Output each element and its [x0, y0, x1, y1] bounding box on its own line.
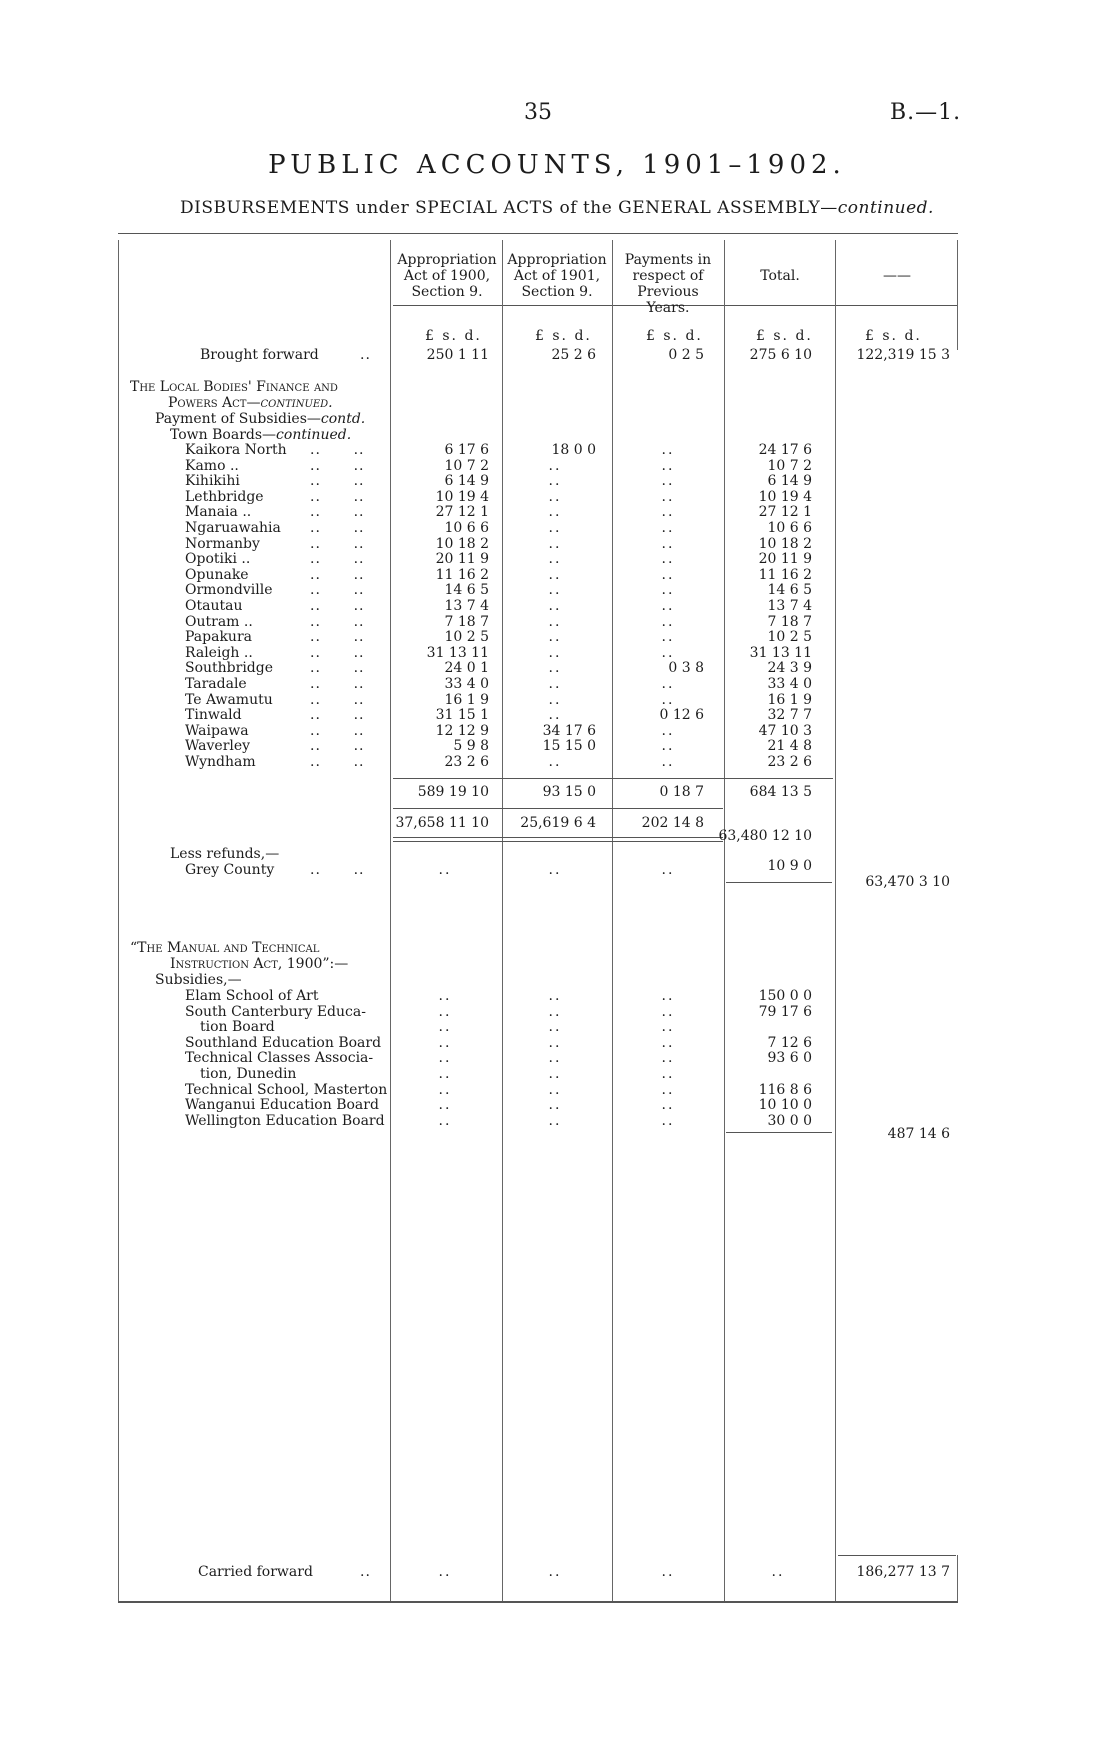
town-board-c1: 27 12 1	[435, 504, 489, 521]
town-board-c4: 47 10 3	[758, 722, 812, 739]
town-board-c3: ..	[661, 488, 675, 505]
grand-subtotal-c2: 25,619 6 4	[520, 815, 596, 831]
town-board-c4: 21 4 8	[767, 738, 812, 755]
town-board-c3: ..	[661, 442, 675, 458]
town-board-name: Waverley	[185, 738, 251, 755]
col-header-approp-1900: Appropriation Act of 1900, Section 9.	[397, 252, 497, 300]
lsd-header-1: £ s. d.	[425, 328, 482, 344]
town-board-name: Ormondville	[185, 582, 273, 599]
town-board-c4: 10 18 2	[758, 535, 812, 552]
town-board-name: Outram ..	[185, 613, 253, 630]
town-board-name: Te Awamutu	[185, 691, 273, 708]
leader-dots: .. ..	[310, 722, 365, 739]
town-board-c3: ..	[661, 535, 675, 552]
town-board-c2: ..	[548, 754, 562, 770]
subsidy-c3: ..	[661, 1034, 675, 1051]
town-board-c2: 34 17 6	[542, 722, 596, 739]
col-divider-3	[612, 240, 613, 1601]
subsidy-name: Technical School, Masterton	[185, 1081, 388, 1098]
town-board-c2: ..	[548, 613, 562, 630]
leader-dots: .. ..	[310, 520, 365, 536]
section2-heading-a-text: “The Manual and Technical	[130, 940, 320, 956]
refunds-c5: 63,470 3 10	[865, 874, 950, 890]
town-board-c3: ..	[661, 613, 675, 630]
subsidy-c2: ..	[548, 1019, 562, 1036]
refunds-c4: 10 9 0	[767, 858, 812, 874]
town-board-c4: 10 7 2	[767, 457, 812, 474]
town-board-c1: 16 1 9	[444, 691, 489, 708]
subsidy-c4: 116 8 6	[758, 1081, 812, 1098]
subsidy-c2: ..	[548, 1081, 562, 1098]
subsidy-c1: ..	[438, 1081, 452, 1098]
brought-forward-c5: 122,319 15 3	[856, 347, 950, 363]
town-board-c1: 20 11 9	[435, 551, 489, 568]
subsidy-c3: ..	[661, 988, 675, 1004]
double-rule-top	[393, 837, 723, 838]
town-board-c4: 24 3 9	[767, 660, 812, 677]
subsidy-name: Elam School of Art	[185, 988, 319, 1004]
town-board-c3: 0 3 8	[668, 660, 704, 677]
leader-dots: .. ..	[310, 676, 365, 692]
section1-sub2-italic: continued.	[276, 427, 352, 443]
leader-dots: .. ..	[310, 754, 365, 770]
table-top-rule	[118, 233, 958, 234]
leader-dots: .. ..	[310, 457, 365, 474]
subtotal-c2: 93 15 0	[542, 784, 596, 800]
subsidy-c1: ..	[438, 988, 452, 1004]
town-board-c4: 13 7 4	[767, 598, 812, 614]
town-board-name: Kihikihi	[185, 473, 240, 490]
refunds-c3: ..	[661, 862, 675, 878]
subtotal-c1: 589 19 10	[417, 784, 489, 800]
lsd-header-2: £ s. d.	[535, 328, 592, 344]
town-board-name: Opotiki ..	[185, 551, 251, 568]
town-board-c3: ..	[661, 582, 675, 599]
town-board-c2: ..	[548, 660, 562, 677]
town-board-c4: 27 12 1	[758, 504, 812, 521]
town-board-c3: ..	[661, 520, 675, 536]
town-board-c4: 10 19 4	[758, 488, 812, 505]
subsidy-c2: ..	[548, 1112, 562, 1129]
town-board-c3: ..	[661, 754, 675, 770]
grand-subtotal-rule	[393, 808, 723, 809]
town-board-c4: 10 6 6	[767, 520, 812, 536]
leader-dots: .. ..	[310, 629, 365, 646]
subsidy-c3: ..	[661, 1050, 675, 1067]
town-board-c3: ..	[661, 598, 675, 614]
town-board-c4: 6 14 9	[767, 473, 812, 490]
subsidy-c4: 7 12 6	[767, 1034, 812, 1051]
leader-dots: .. ..	[310, 504, 365, 521]
page-subtitle	[0, 198, 1114, 218]
town-board-c2: ..	[548, 504, 562, 521]
town-board-c2: ..	[548, 691, 562, 708]
town-board-c4: 7 18 7	[767, 613, 812, 630]
town-board-c1: 6 14 9	[444, 473, 489, 490]
table-left-border	[118, 240, 119, 1601]
subsidy-c1: ..	[438, 1097, 452, 1114]
section1-sub1-italic: contd.	[320, 411, 366, 427]
town-board-name: Kamo ..	[185, 457, 239, 474]
brought-forward-c3: 0 2 5	[668, 347, 704, 363]
town-board-c2: 15 15 0	[542, 738, 596, 755]
town-board-c3: ..	[661, 566, 675, 583]
leader-dots: .. ..	[310, 535, 365, 552]
town-board-c2: ..	[548, 535, 562, 552]
town-board-c1: 10 7 2	[444, 457, 489, 474]
town-board-c1: 10 2 5	[444, 629, 489, 646]
leader-dots: ..	[360, 347, 371, 363]
lsd-header-4: £ s. d.	[756, 328, 813, 344]
subsidy-name: tion Board	[200, 1019, 275, 1036]
subsidy-name: Southland Education Board	[185, 1034, 382, 1051]
brought-forward-c2: 25 2 6	[551, 347, 596, 363]
carried-forward-c1: ..	[438, 1564, 452, 1580]
leader-dots: .. ..	[310, 566, 365, 583]
town-board-c1: 10 18 2	[435, 535, 489, 552]
subsidy-c2: ..	[548, 1097, 562, 1114]
town-board-c1: 10 6 6	[444, 520, 489, 536]
refunds-c2: ..	[548, 862, 562, 878]
table-bottom-rule	[118, 1601, 958, 1603]
subsidy-c2: ..	[548, 1003, 562, 1020]
town-board-c1: 6 17 6	[444, 442, 489, 458]
subsidy-c3: ..	[661, 1003, 675, 1020]
town-board-c2: ..	[548, 676, 562, 692]
refunds-label: Less refunds,—	[170, 846, 280, 862]
subsidy-c3: ..	[661, 1081, 675, 1098]
subsidy-name: tion, Dunedin	[200, 1066, 297, 1082]
subsidy-c2: ..	[548, 988, 562, 1004]
refunds-rule	[726, 882, 832, 883]
leader-dots: .. ..	[310, 862, 365, 878]
col-divider-5	[835, 240, 836, 1601]
town-board-c4: 32 7 7	[767, 707, 812, 724]
town-board-name: Tinwald	[185, 707, 242, 724]
subsidy-c4: 10 10 0	[758, 1097, 812, 1114]
town-board-c4: 20 11 9	[758, 551, 812, 568]
subsidy-c1: ..	[438, 1034, 452, 1051]
table-right-border	[957, 240, 958, 350]
brought-forward-c4: 275 6 10	[749, 347, 812, 363]
subsidy-c1: ..	[438, 1112, 452, 1129]
col-header-total: Total.	[760, 268, 800, 284]
section2-heading-b-text: Instruction Act, 1900”:—	[170, 956, 349, 972]
grand-subtotal-c3: 202 14 8	[641, 815, 704, 831]
carried-forward-right-border	[957, 1555, 958, 1601]
town-board-c1: 12 12 9	[435, 722, 489, 739]
subsidy-c4: 93 6 0	[767, 1050, 812, 1067]
town-board-c2: ..	[548, 488, 562, 505]
leader-dots: .. ..	[310, 488, 365, 505]
subsidy-c1: ..	[438, 1003, 452, 1020]
town-board-name: Opunake	[185, 566, 249, 583]
leader-dots: .. ..	[310, 691, 365, 708]
subsidy-name: Wellington Education Board	[185, 1112, 385, 1129]
town-board-name: Raleigh ..	[185, 644, 253, 661]
town-board-c3: ..	[661, 551, 675, 568]
town-board-c1: 10 19 4	[435, 488, 489, 505]
page-title: PUBLIC ACCOUNTS, 1901–1902.	[268, 150, 846, 180]
town-board-c2: ..	[548, 582, 562, 599]
leader-dots: .. ..	[310, 598, 365, 614]
brought-forward-c1: 250 1 11	[426, 347, 489, 363]
town-board-c2: ..	[548, 566, 562, 583]
carried-forward-c5: 186,277 13 7	[856, 1564, 950, 1580]
town-board-c4: 14 6 5	[767, 582, 812, 599]
town-board-c2: ..	[548, 457, 562, 474]
leader-dots: ..	[360, 1564, 371, 1580]
town-board-name: Southbridge	[185, 660, 274, 677]
double-rule-bottom	[393, 841, 723, 842]
subsidy-c4: 30 0 0	[767, 1112, 812, 1129]
subtotal-c4: 684 13 5	[749, 784, 812, 800]
town-board-c1: 11 16 2	[435, 566, 489, 583]
town-board-name: Kaikora North	[185, 442, 287, 458]
subtotal-c3: 0 18 7	[659, 784, 704, 800]
leader-dots: .. ..	[310, 660, 365, 677]
subsidy-c2: ..	[548, 1050, 562, 1067]
col-header-previous-years: Payments in respect of Previous Years.	[624, 252, 712, 316]
leader-dots: .. ..	[310, 707, 365, 724]
carried-forward-rule	[838, 1555, 956, 1556]
lsd-header-5: £ s. d.	[865, 328, 922, 344]
town-board-c1: 31 13 11	[426, 644, 489, 661]
town-board-name: Papakura	[185, 629, 252, 646]
town-board-c3: ..	[661, 473, 675, 490]
section1-sub2-main: Town Boards—	[170, 427, 277, 443]
subsidy-c1: ..	[438, 1019, 452, 1036]
town-board-c2: ..	[548, 707, 562, 724]
town-board-c2: ..	[548, 473, 562, 490]
subsidies-rule	[726, 1132, 832, 1133]
town-board-c4: 23 2 6	[767, 754, 812, 770]
section1-heading-b-italic: continued.	[260, 395, 333, 411]
town-board-c4: 11 16 2	[758, 566, 812, 583]
town-board-c4: 31 13 11	[749, 644, 812, 661]
town-board-name: Normanby	[185, 535, 260, 552]
town-board-c1: 33 4 0	[444, 676, 489, 692]
town-board-name: Waipawa	[185, 722, 249, 739]
town-board-c1: 31 15 1	[435, 707, 489, 724]
leader-dots: .. ..	[310, 442, 365, 458]
subsidy-name: South Canterbury Educa-	[185, 1003, 366, 1020]
section1-heading-b-text	[168, 395, 333, 411]
carried-forward-c2: ..	[548, 1564, 562, 1580]
town-board-name: Taradale	[185, 676, 247, 692]
subsidy-c3: ..	[661, 1019, 675, 1036]
town-board-c1: 23 2 6	[444, 754, 489, 770]
town-board-c1: 7 18 7	[444, 613, 489, 630]
subsidies-total: 487 14 6	[887, 1126, 950, 1142]
town-board-name: Manaia ..	[185, 504, 252, 521]
town-board-c4: 33 4 0	[767, 676, 812, 692]
town-board-c3: ..	[661, 676, 675, 692]
refunds-c1: ..	[438, 862, 452, 878]
leader-dots: .. ..	[310, 551, 365, 568]
leader-dots: .. ..	[310, 582, 365, 599]
town-board-c4: 24 17 6	[758, 442, 812, 458]
subsidy-c1: ..	[438, 1066, 452, 1082]
section2-sub-text: Subsidies,—	[155, 972, 242, 988]
section1-sub2-text	[170, 427, 351, 443]
subsidy-c4: 79 17 6	[758, 1003, 812, 1020]
town-board-c3: ..	[661, 504, 675, 521]
town-board-c3: ..	[661, 738, 675, 755]
town-board-c3: ..	[661, 644, 675, 661]
town-board-c2: ..	[548, 551, 562, 568]
town-board-c2: ..	[548, 598, 562, 614]
col-header-approp-1901: Appropriation Act of 1901, Section 9.	[507, 252, 607, 300]
leader-dots: .. ..	[310, 473, 365, 490]
town-board-name: Wyndham	[185, 754, 256, 770]
town-board-c4: 16 1 9	[767, 691, 812, 708]
brought-forward-label: Brought forward	[200, 347, 319, 363]
town-board-c3: ..	[661, 691, 675, 708]
section1-sub1-text	[155, 411, 365, 427]
col-header-dash: ——	[883, 268, 911, 284]
town-board-c2: 18 0 0	[551, 442, 596, 458]
subsidy-name: Technical Classes Associa-	[185, 1050, 374, 1067]
subsidy-name: Wanganui Education Board	[185, 1097, 379, 1114]
town-board-name: Otautau	[185, 598, 243, 614]
town-board-c3: 0 12 6	[659, 707, 704, 724]
carried-forward-c4: ..	[771, 1564, 785, 1580]
town-board-c1: 13 7 4	[444, 598, 489, 614]
leader-dots: .. ..	[310, 738, 365, 755]
carried-forward-label: Carried forward	[198, 1564, 313, 1580]
grand-subtotal-c1: 37,658 11 10	[395, 815, 489, 831]
town-board-c1: 5 9 8	[453, 738, 489, 755]
subtitle-main: DISBURSEMENTS under SPECIAL ACTS of the GENERAL ASSEMBLY—	[180, 198, 838, 218]
subsidy-c1: ..	[438, 1050, 452, 1067]
section1-heading-a-text: The Local Bodies' Finance and	[130, 379, 338, 395]
town-board-c3: ..	[661, 722, 675, 739]
town-board-c2: ..	[548, 629, 562, 646]
town-board-name: Ngaruawahia	[185, 520, 281, 536]
page-number: 35	[524, 100, 552, 125]
refunds-item: Grey County	[185, 862, 275, 878]
town-board-c1: 24 0 1	[444, 660, 489, 677]
subsidy-c3: ..	[661, 1112, 675, 1129]
town-board-c2: ..	[548, 520, 562, 536]
subsidy-c2: ..	[548, 1066, 562, 1082]
subsidy-c3: ..	[661, 1066, 675, 1082]
subsidy-c2: ..	[548, 1034, 562, 1051]
carried-forward-c3: ..	[661, 1564, 675, 1580]
col-divider-1	[390, 240, 391, 1601]
subtotal-rule	[393, 778, 833, 779]
document-code: B.—1.	[890, 100, 962, 125]
town-board-name: Lethbridge	[185, 488, 264, 505]
subsidy-c3: ..	[661, 1097, 675, 1114]
town-board-c4: 10 2 5	[767, 629, 812, 646]
subtitle-italic: continued.	[837, 198, 934, 218]
subsidy-c4: 150 0 0	[758, 988, 812, 1004]
leader-dots: .. ..	[310, 613, 365, 630]
leader-dots: .. ..	[310, 644, 365, 661]
section1-sub1-main: Payment of Subsidies—	[155, 411, 321, 427]
section1-heading-b-main: Powers Act—	[168, 395, 261, 411]
grand-subtotal-c4: 63,480 12 10	[718, 828, 812, 844]
town-board-c3: ..	[661, 457, 675, 474]
town-board-c2: ..	[548, 644, 562, 661]
lsd-header-3: £ s. d.	[646, 328, 703, 344]
town-board-c1: 14 6 5	[444, 582, 489, 599]
town-board-c3: ..	[661, 629, 675, 646]
